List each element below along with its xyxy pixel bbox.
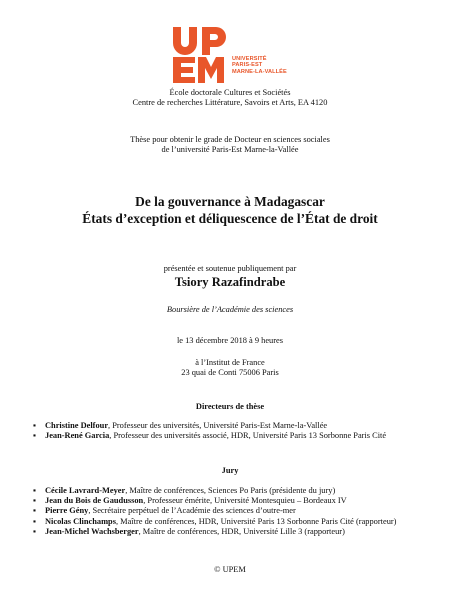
member-role: , Professeur des universités associé, HDR, Université Paris 13 Sorbonne Paris Cité	[109, 431, 387, 441]
member-role: , Professeur des universités, Université Paris-Est Marne-la-Vallée	[108, 421, 328, 430]
upem-logo	[172, 26, 290, 84]
list-item	[33, 496, 423, 506]
bullet-icon: ▪	[33, 486, 36, 495]
jury-heading: Jury	[221, 466, 239, 475]
upem-logo-mark	[172, 26, 230, 84]
logo-line-marne: MARNE-LA-VALLÉE	[232, 68, 287, 75]
member-name: Nicolas Clinchamps	[45, 516, 116, 526]
list-item	[33, 486, 423, 496]
directors-list	[33, 421, 423, 441]
title-line-2: États d’exception et déliquescence de l’État de droit	[82, 211, 378, 226]
thesis-statement	[0, 135, 460, 156]
research-centre: Centre de recherches Littérature, Savoirs et Arts, EA 4120	[132, 98, 328, 108]
bullet-icon: ▪	[33, 516, 36, 526]
bullet-icon: ▪	[33, 431, 36, 441]
thesis-line-1: Thèse pour obtenir le grade de Docteur en sciences sociales	[130, 135, 330, 144]
venue-line-2: 23 quai de Conti 75006 Paris	[181, 368, 279, 378]
thesis-title	[0, 193, 460, 227]
list-item	[33, 421, 423, 431]
venue	[0, 358, 460, 379]
presented-by: présentée et soutenue publiquement par	[163, 264, 297, 273]
logo-line-university: UNIVERSITÉ	[232, 56, 267, 62]
directors-heading: Directeurs de thèse	[195, 402, 265, 411]
copyright: © UPEM	[214, 565, 246, 574]
member-role: , Maître de conférences, HDR, Université Lille 3 (rapporteur)	[138, 526, 345, 536]
upem-logo-wordmark	[232, 56, 287, 75]
member-name: Christine Delfour	[45, 421, 109, 430]
member-name: Jean du Bois de Gaudusson	[45, 496, 144, 506]
list-item	[33, 517, 423, 527]
member-name: Pierre Gény	[45, 506, 89, 516]
member-name: Jean-René Garcia	[45, 431, 110, 441]
member-role: , Maître de conférences, Sciences Po Paris (présidente du jury)	[125, 486, 336, 495]
scholarship: Boursière de l’Académie des sciences	[166, 305, 294, 314]
venue-line-1: à l’Institut de France	[195, 358, 265, 367]
title-line-1: De la gouvernance à Madagascar	[135, 194, 325, 209]
member-name: Jean-Michel Wachsberger	[45, 526, 139, 536]
bullet-icon: ▪	[33, 526, 36, 536]
defense-date: le 13 décembre 2018 à 9 heures	[176, 336, 284, 345]
list-item	[33, 527, 423, 537]
thesis-line-2: de l’université Paris-Est Marne-la-Vallée	[161, 145, 299, 155]
doctoral-school: École doctorale Cultures et Sociétés	[169, 88, 291, 97]
author-name: Tsiory Razafindrabe	[174, 275, 286, 289]
member-role: , Secrétaire perpétuel de l’Académie des sciences d’outre-mer	[88, 506, 296, 516]
institution-block	[0, 88, 460, 109]
list-item	[33, 431, 423, 441]
jury-list	[33, 486, 423, 537]
bullet-icon: ▪	[33, 506, 36, 516]
bullet-icon: ▪	[33, 421, 36, 430]
list-item	[33, 506, 423, 516]
logo-line-paris-est: PARIS-EST	[232, 62, 263, 69]
bullet-icon: ▪	[33, 496, 36, 506]
member-role: , Professeur émérite, Université Montesquieu – Bordeaux IV	[143, 496, 347, 506]
member-role: , Maître de conférences, HDR, Université Paris 13 Sorbonne Paris Cité (rapporteur)	[115, 516, 397, 526]
member-name: Cécile Lavrard-Meyer	[45, 486, 126, 495]
